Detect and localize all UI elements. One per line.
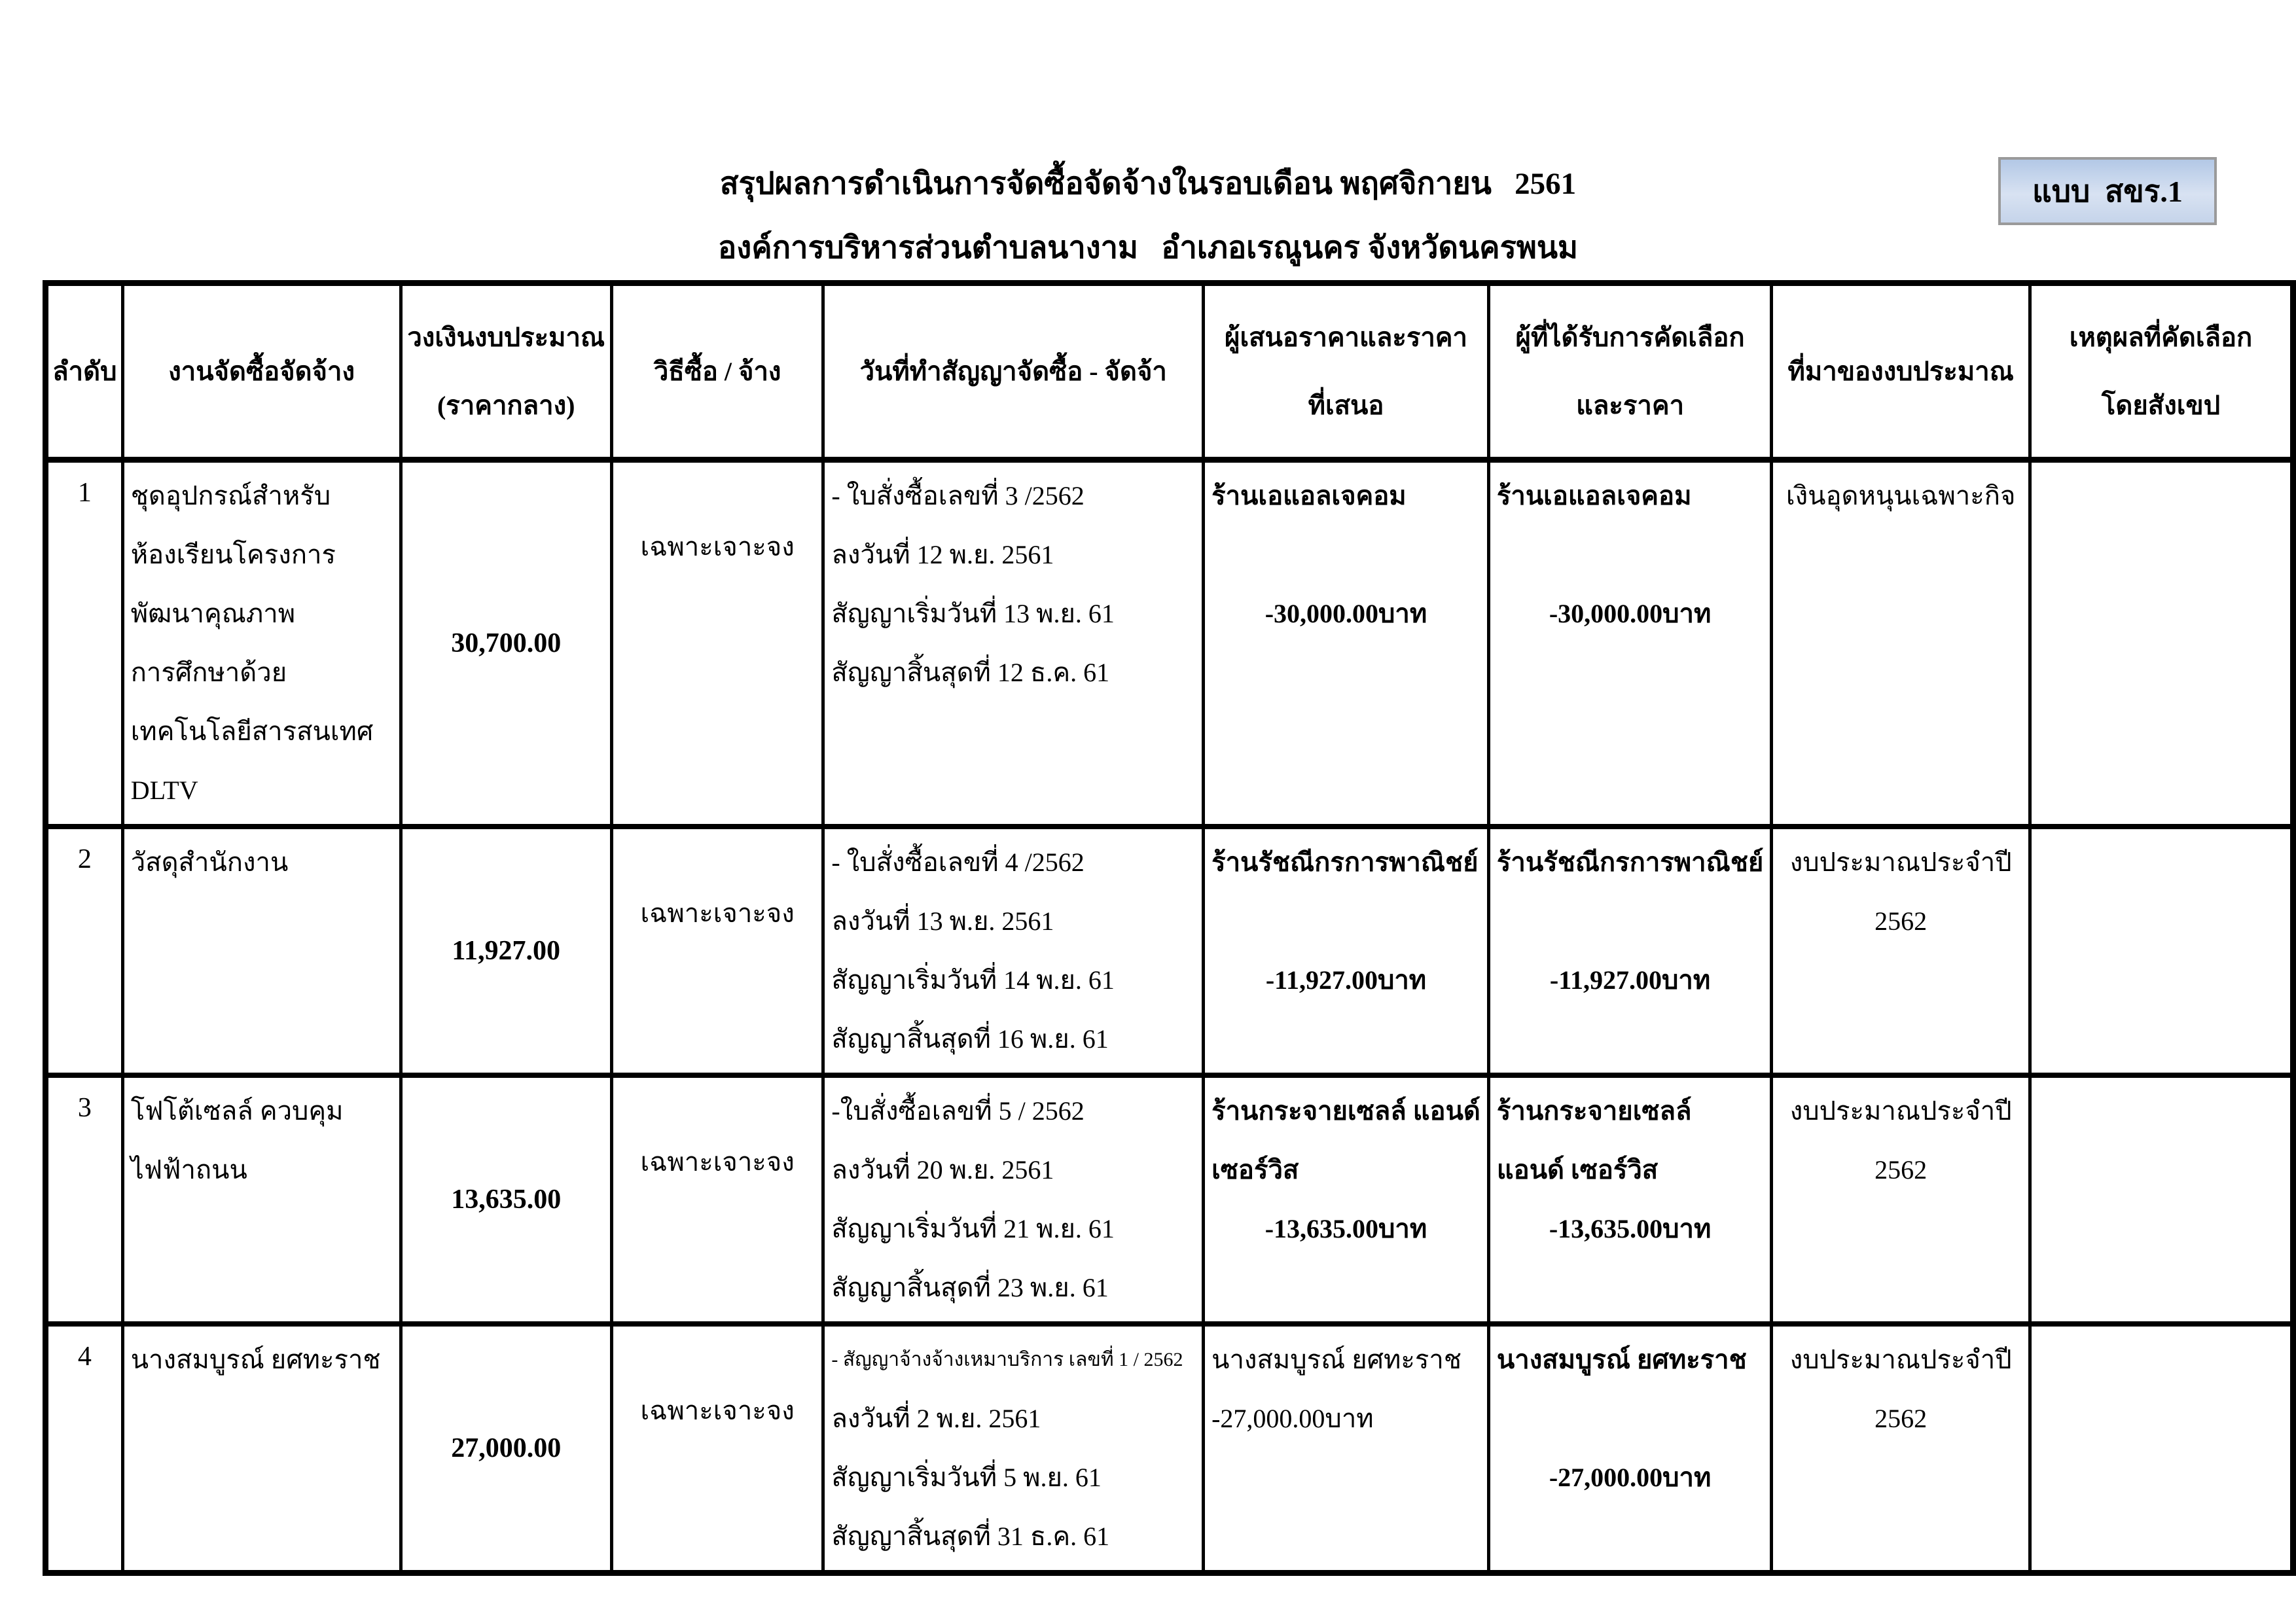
work-cell: นางสมบูรณ์ ยศทะราช — [122, 1324, 401, 1573]
budget-cell: 30,700.00 — [401, 460, 611, 827]
contract-date-cell: - สัญญาจ้างจ้างเหมาบริการ เลขที่ 1 / 2562 ลงวันที่ 2 พ.ย. 2561 สัญญาเริ่มวันที่ 5 พ.ย. 61 สัญญาสิ้นสุดที่ 31 ธ.ค. 61 — [823, 1324, 1204, 1573]
budget-cell: 27,000.00 — [401, 1324, 611, 1573]
method-cell: เฉพาะเจาะจง — [611, 1075, 823, 1324]
selected-cell: นางสมบูรณ์ ยศทะราช -27,000.00บาท — [1488, 1324, 1771, 1573]
table-row — [46, 1324, 2293, 1573]
budget-cell: 11,927.00 — [401, 827, 611, 1075]
row-no-cell: 1 — [46, 460, 123, 827]
budget-source-cell: งบประมาณประจำปี 2562 — [1772, 1324, 2030, 1573]
header-budget: วงเงินงบประมาณ (ราคากลาง) — [401, 283, 611, 460]
method-cell: เฉพาะเจาะจง — [611, 827, 823, 1075]
procurement-summary-table — [43, 280, 2296, 1576]
bidder-cell: นางสมบูรณ์ ยศทะราช -27,000.00บาท — [1204, 1324, 1489, 1573]
document-title-line1: สรุปผลการดำเนินการจัดซื้อจัดจ้างในรอบเดือน พฤศจิกายน 2561 — [719, 167, 1577, 201]
budget-source-cell: งบประมาณประจำปี 2562 — [1772, 827, 2030, 1075]
contract-date-cell: - ใบสั่งซื้อเลขที่ 4 /2562 ลงวันที่ 13 พ.ย. 2561 สัญญาเริ่มวันที่ 14 พ.ย. 61 สัญญาสิ้นสุดที่ 16 พ.ย. 61 — [823, 827, 1204, 1075]
row-no-cell: 3 — [46, 1075, 123, 1324]
bidder-cell: ร้านเอแอลเจคอม -30,000.00บาท — [1204, 460, 1489, 827]
form-code-badge — [1998, 157, 2217, 225]
header-method: วิธีซื้อ / จ้าง — [611, 283, 823, 460]
header-contract-date: วันที่ทำสัญญาจัดซื้อ - จัดจ้า — [823, 283, 1204, 460]
reason-cell — [2030, 460, 2293, 827]
document-title — [0, 152, 2296, 280]
reason-cell — [2030, 1075, 2293, 1324]
method-cell: เฉพาะเจาะจง — [611, 1324, 823, 1573]
work-cell: โฟโต้เซลล์ ควบคุม ไฟฟ้าถนน — [122, 1075, 401, 1324]
header-source: ที่มาของงบประมาณ — [1772, 283, 2030, 460]
selected-cell: ร้านรัชณีกรการพาณิชย์ -11,927.00บาท — [1488, 827, 1771, 1075]
selected-cell: ร้านกระจายเซลล์ แอนด์ เซอร์วิส -13,635.00บาท — [1488, 1075, 1771, 1324]
contract-date-cell: - ใบสั่งซื้อเลขที่ 3 /2562 ลงวันที่ 12 พ.ย. 2561 สัญญาเริ่มวันที่ 13 พ.ย. 61 สัญญาสิ้นสุดที่ 12 ธ.ค. 61 — [823, 460, 1204, 827]
reason-cell — [2030, 827, 2293, 1075]
row-no-cell: 2 — [46, 827, 123, 1075]
method-cell: เฉพาะเจาะจง — [611, 460, 823, 827]
reason-cell — [2030, 1324, 2293, 1573]
table-row — [46, 1075, 2293, 1324]
form-code-badge-label: แบบ สขร.1 — [2032, 174, 2183, 208]
budget-source-cell: งบประมาณประจำปี 2562 — [1772, 1075, 2030, 1324]
document-title-line2: องค์การบริหารส่วนตำบลนางาม อำเภอเรณูนคร จังหวัดนครพนม — [718, 231, 1578, 265]
header-bidder: ผู้เสนอราคาและราคา ที่เสนอ — [1204, 283, 1489, 460]
table-row — [46, 460, 2293, 827]
row-no-cell: 4 — [46, 1324, 123, 1573]
budget-source-cell: เงินอุดหนุนเฉพาะกิจ — [1772, 460, 2030, 827]
bidder-cell: ร้านรัชณีกรการพาณิชย์ -11,927.00บาท — [1204, 827, 1489, 1075]
budget-cell: 13,635.00 — [401, 1075, 611, 1324]
header-work: งานจัดซื้อจัดจ้าง — [122, 283, 401, 460]
work-cell: วัสดุสำนักงาน — [122, 827, 401, 1075]
table-row — [46, 827, 2293, 1075]
header-row — [46, 283, 2293, 460]
header-selected: ผู้ที่ได้รับการคัดเลือก และราคา — [1488, 283, 1771, 460]
bidder-cell: ร้านกระจายเซลล์ แอนด์ เซอร์วิส -13,635.00บาท — [1204, 1075, 1489, 1324]
work-cell: ชุดอุปกรณ์สำหรับ ห้องเรียนโครงการ พัฒนาคุณภาพ การศึกษาด้วย เทคโนโลยีสารสนเทศ DLTV — [122, 460, 401, 827]
header-no: ลำดับ — [46, 283, 123, 460]
header-reason: เหตุผลที่คัดเลือก โดยสังเขป — [2030, 283, 2293, 460]
selected-cell: ร้านเอแอลเจคอม -30,000.00บาท — [1488, 460, 1771, 827]
contract-date-cell: -ใบสั่งซื้อเลขที่ 5 / 2562 ลงวันที่ 20 พ.ย. 2561 สัญญาเริ่มวันที่ 21 พ.ย. 61 สัญญาสิ้นสุดที่ 23 พ.ย. 61 — [823, 1075, 1204, 1324]
